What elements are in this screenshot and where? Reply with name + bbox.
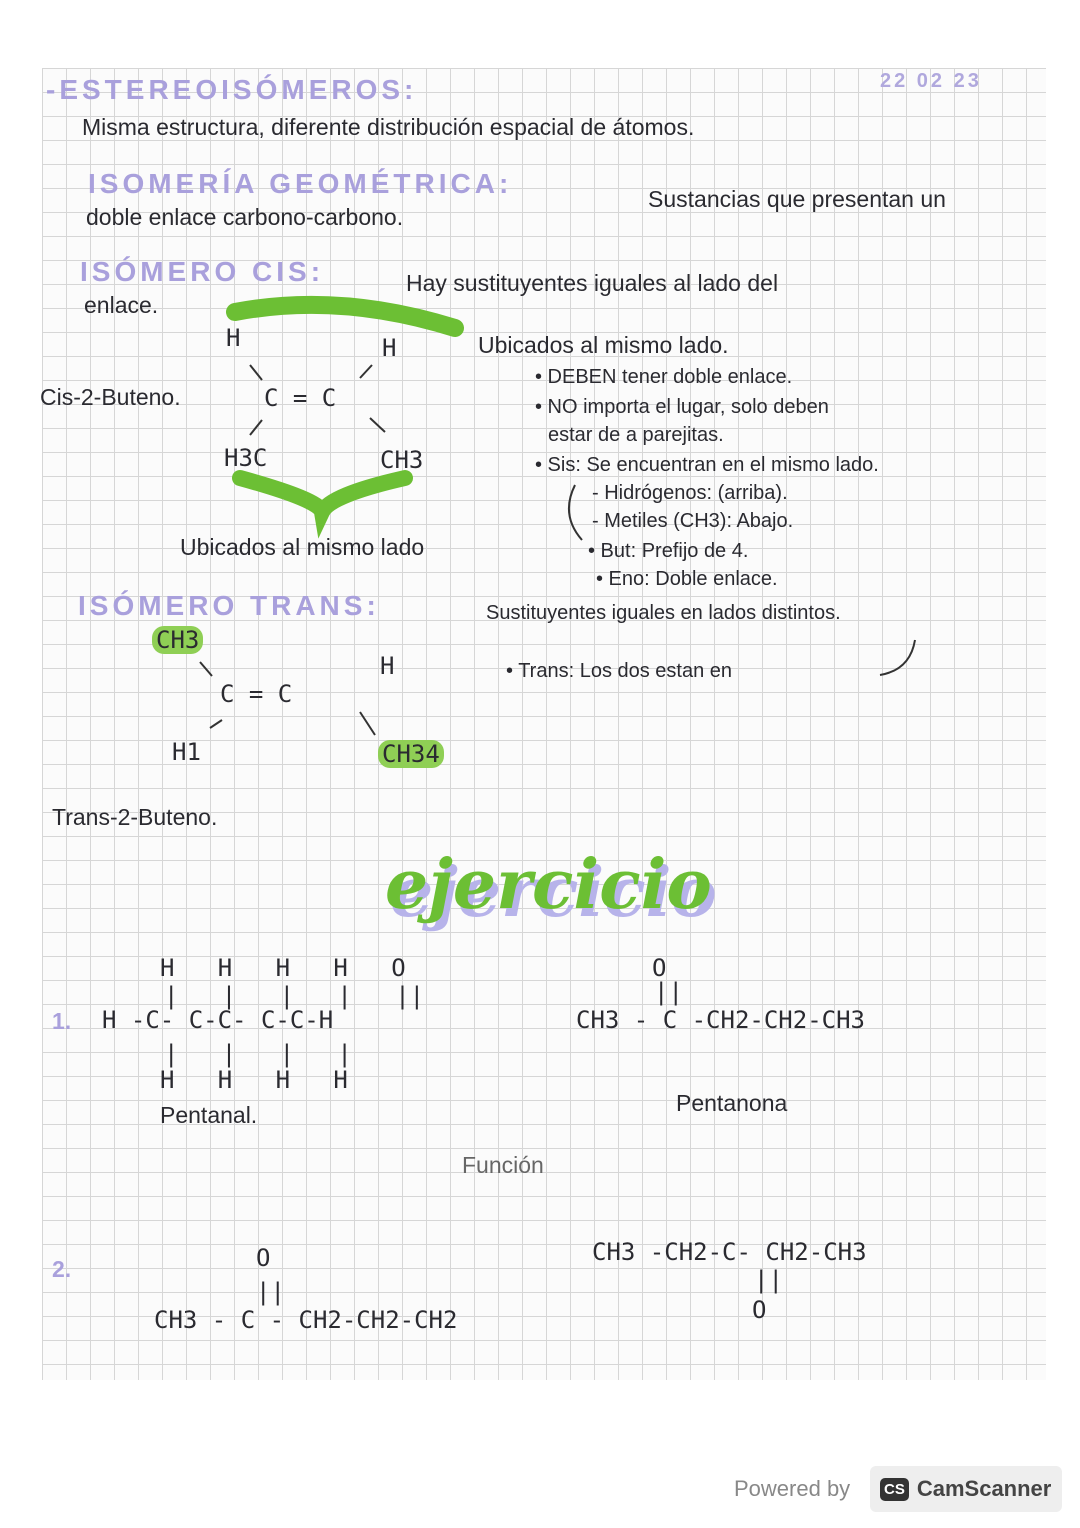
trans-ch3-top: CH3: [152, 626, 203, 654]
ex2-right-row: O: [752, 1296, 767, 1324]
cis-ch3-left: H3C: [224, 444, 268, 472]
trans-name: Trans-2-Buteno.: [52, 804, 218, 830]
bullet: estar de a parejitas.: [548, 424, 724, 446]
exercise-2-number: 2.: [52, 1256, 72, 1282]
definition-cis-2: enlace.: [84, 292, 159, 318]
definition-geo-2: doble enlace carbono-carbono.: [86, 204, 404, 230]
bullet: • Sis: Se encuentran en el mismo lado.: [535, 454, 879, 476]
trans-double-bond: C = C: [220, 680, 293, 708]
arrow-down: [569, 485, 582, 540]
definition-stereo: Misma estructura, diferente distribución espacial de átomos.: [82, 114, 695, 140]
ex2-right-row: ||: [754, 1266, 783, 1294]
ex1-left-row: | | | | ||: [164, 982, 425, 1010]
bullet: • NO importa el lugar, solo deben: [535, 396, 829, 418]
cis-double-bond: C = C: [264, 384, 337, 412]
ex1-left-row: | | | |: [164, 1040, 352, 1068]
camscanner-logo-icon: CS: [880, 1478, 909, 1501]
ex1-left-row: H H H H: [160, 1066, 348, 1094]
bullet: • DEBEN tener doble enlace.: [535, 366, 793, 388]
definition-cis-1: Hay sustituyentes iguales al lado del: [406, 270, 779, 296]
camscanner-brand: CamScanner: [916, 1476, 1052, 1501]
definition-geo-1: Sustancias que presentan un: [648, 186, 946, 212]
cis-note-bottom: Ubicados al mismo lado: [180, 534, 425, 560]
ex1-right-row: O: [652, 954, 667, 982]
ex1-right-row: CH3 - C -CH2-CH2-CH3: [576, 1006, 865, 1034]
exercise-1-number: 1.: [52, 1008, 72, 1034]
cis-note-top: Ubicados al mismo lado.: [478, 332, 729, 358]
bullet: • But: Prefijo de 4.: [588, 540, 749, 562]
trans-ch3-bottom: CH34: [378, 740, 444, 768]
powered-by-label: Powered by: [734, 1476, 851, 1501]
cis-h-right: H: [382, 334, 397, 362]
green-arrow-top: [235, 305, 455, 328]
ex2-left-row: ||: [256, 1278, 285, 1306]
bullet: - Hidrógenos: (arriba).: [592, 482, 788, 504]
bullet: • Eno: Doble enlace.: [596, 568, 778, 590]
ex2-left-row: O: [256, 1244, 271, 1272]
cis-name: Cis-2-Buteno.: [40, 384, 181, 410]
heading-isomero-trans: ISÓMERO TRANS:: [78, 590, 380, 621]
trans-h-top: H: [380, 652, 395, 680]
heading-isomeria-geometrica: ISOMERÍA GEOMÉTRICA:: [88, 168, 513, 199]
ex1-left-name: Pentanal.: [160, 1102, 258, 1128]
ex2-left-row: CH3 - C - CH2-CH2-CH2: [154, 1306, 458, 1334]
green-bracket-bottom: [240, 478, 405, 512]
funcion-label: Función: [462, 1152, 544, 1178]
cis-h-left: H: [226, 324, 241, 352]
definition-trans: Sustituyentes iguales en lados distintos.: [486, 602, 841, 624]
trans-h-bottom: H1: [172, 738, 201, 766]
ex1-left-row: H H H H O: [160, 954, 406, 982]
cis-ch3-right: CH3: [380, 446, 424, 474]
ex1-right-name: Pentanona: [676, 1090, 788, 1116]
ex1-right-row: ||: [654, 978, 683, 1006]
camscanner-badge: [870, 1466, 1062, 1512]
heading-estereoisomeros: -ESTEREOISÓMEROS:: [46, 74, 418, 105]
arrow-up: [880, 640, 915, 675]
trans-note: • Trans: Los dos estan en: [506, 660, 733, 682]
bullet: - Metiles (CH3): Abajo.: [592, 510, 794, 532]
date: 22 02 23: [880, 70, 982, 92]
ex2-right-row: CH3 -CH2-C- CH2-CH3: [592, 1238, 867, 1266]
heading-isomero-cis: ISÓMERO CIS:: [80, 256, 325, 287]
ejercicio-title: ejercicio: [385, 845, 712, 925]
ex1-left-row: H -C- C-C- C-C-H: [102, 1006, 334, 1034]
